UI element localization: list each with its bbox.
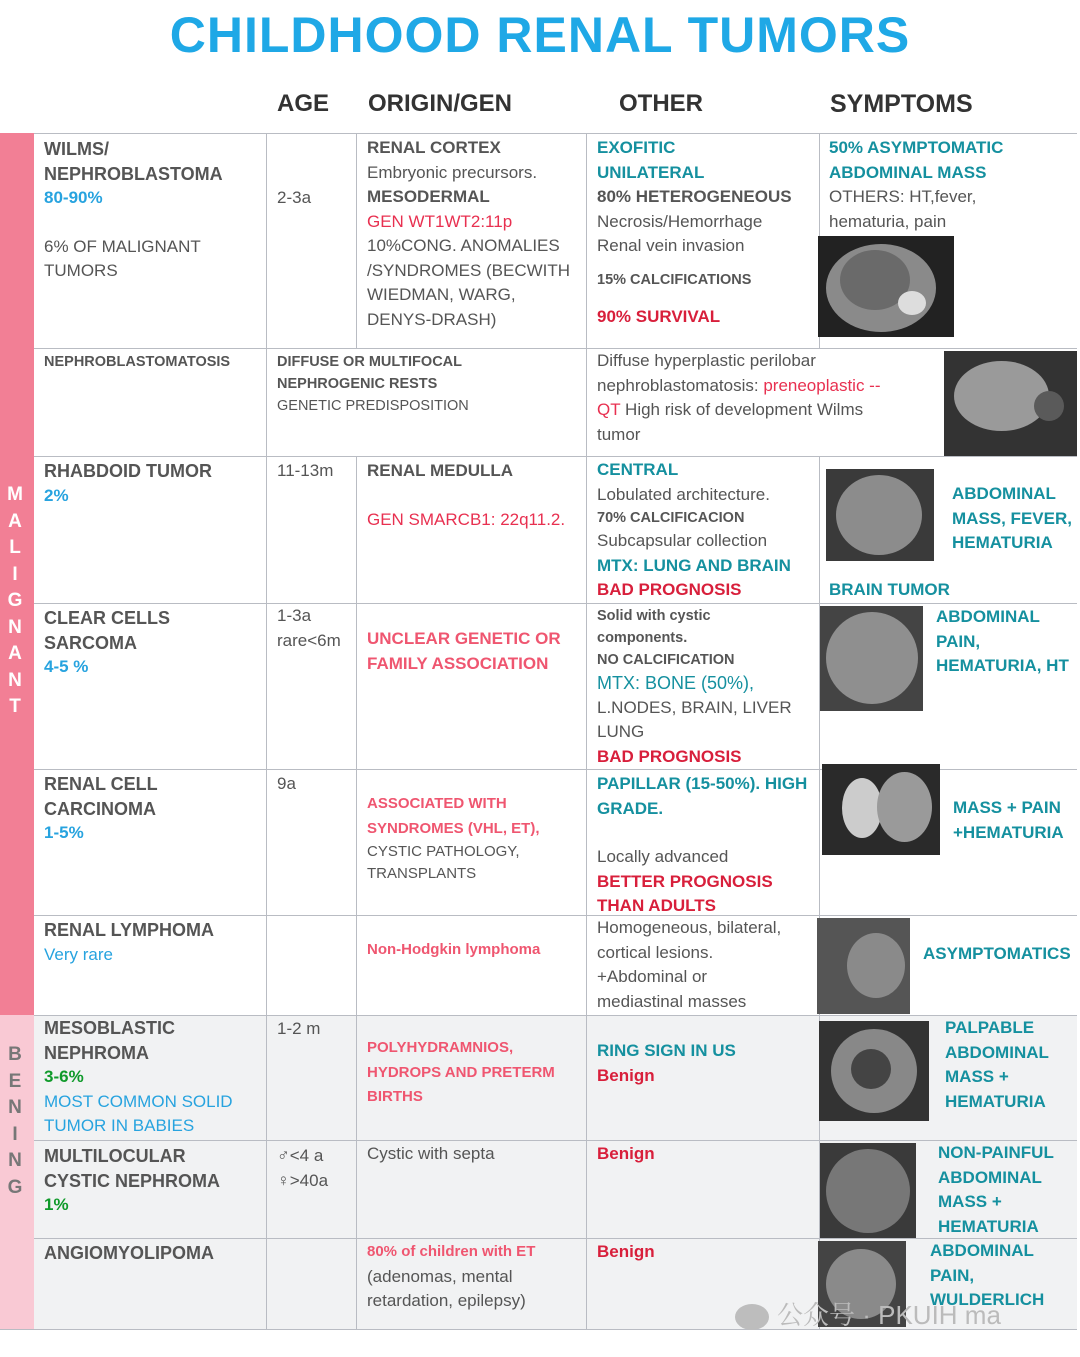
symptoms-cell: ABDOMINAL MASS, FEVER, HEMATURIA — [952, 484, 1072, 552]
other-cell: RING SIGN IN US Benign — [597, 1041, 736, 1085]
tumor-name-cell: CLEAR CELLS SARCOMA 4-5 % — [44, 608, 170, 676]
tumor-name-cell: WILMS/ NEPHROBLASTOMA 80-90% 6% OF MALIGNANT TUMORS — [44, 139, 223, 280]
table-row-clear-cell-sarcoma — [34, 603, 1077, 770]
symptoms-cell: 50% ASYMPTOMATIC ABDOMINAL MASS OTHERS: HT,fever, hematuria, pain — [829, 138, 1004, 231]
table-row-renal-lymphoma — [34, 915, 1077, 1016]
header-other: OTHER — [619, 90, 703, 117]
header-age: AGE — [277, 90, 330, 117]
symptoms-cell: ASYMPTOMATICS — [923, 944, 1071, 963]
ct-scan-image — [820, 1143, 916, 1239]
age-cell: 1-2 m — [277, 1019, 321, 1038]
other-cell: Homogeneous, bilateral, cortical lesions. +Abdominal or mediastinal masses — [597, 918, 782, 1011]
other-cell: CENTRAL Lobulated architecture. 70% CALCIFICACION Subcapsular collection MTX: LUNG AND BRAIN BAD PROGNOSIS — [597, 460, 791, 599]
tumor-name-cell: RENAL LYMPHOMA Very rare — [44, 920, 215, 964]
ct-scan-image — [820, 606, 923, 711]
tumor-name-cell: ANGIOMYOLIPOMA — [44, 1243, 214, 1263]
table-row-multilocular-cystic-nephroma — [34, 1140, 1077, 1239]
tumor-name-cell: NEPHROBLASTOMATOSIS — [44, 354, 231, 370]
other-cell: EXOFITIC UNILATERAL 80% HETEROGENEOUS Necrosis/Hemorrhage Renal vein invasion 15% CALCIFICATIONS 90% SURVIVAL — [597, 138, 792, 326]
ct-scan-image — [826, 469, 934, 561]
table-row-renal-cell-carcinoma — [34, 769, 1077, 916]
table-row-nephroblastomatosis — [34, 348, 1077, 457]
ct-scan-image — [818, 236, 954, 337]
origin-cell: RENAL MEDULLA GEN SMARCB1: 22q11.2. — [367, 461, 566, 529]
ct-scan-image — [944, 351, 1077, 457]
origin-cell: POLYHYDRAMNIOS, HYDROPS AND PRETERM BIRTHS — [367, 1039, 555, 1105]
table-row-rhabdoid — [34, 456, 1077, 604]
benign-group-label: B E N I N G — [7, 1044, 23, 1198]
tumor-name-cell: RHABDOID TUMOR 2% — [44, 461, 212, 505]
tumor-name-cell: MULTILOCULAR CYSTIC NEPHROMA 1% — [44, 1146, 221, 1214]
header-origin: ORIGIN/GEN — [368, 90, 513, 117]
ct-scan-image — [817, 918, 910, 1014]
origin-cell: RENAL CORTEX Embryonic precursors. MESODERMAL GEN WT1WT2:11p 10%CONG. ANOMALIES /SYNDROMES (BECWITH WIEDMAN, WARG, DENYS-DRASH) — [367, 138, 571, 329]
age-cell: 2-3a — [277, 188, 312, 207]
other-cell: Benign — [597, 1242, 655, 1261]
origin-cell: 80% of children with ET (adenomas, mental retardation, epilepsy) — [367, 1243, 536, 1310]
age-cell: 9a — [277, 774, 296, 793]
symptoms-cell: PALPABLE ABDOMINAL MASS + HEMATURIA — [945, 1018, 1049, 1111]
tumor-name-cell: RENAL CELL CARCINOMA 1-5% — [44, 774, 158, 842]
symptoms-cell: ABDOMINAL PAIN, HEMATURIA, HT — [936, 607, 1069, 675]
age-origin-cell: DIFFUSE OR MULTIFOCAL NEPHROGENIC RESTS GENETIC PREDISPOSITION — [277, 354, 469, 414]
symptoms-note: BRAIN TUMOR — [829, 580, 950, 599]
header-symptoms: SYMPTOMS — [830, 90, 973, 118]
symptoms-cell: NON-PAINFUL ABDOMINAL MASS + HEMATURIA — [938, 1143, 1054, 1236]
other-cell: Diffuse hyperplastic perilobar nephroblastomatosis: preneoplastic -- QT High risk of development Wilms tumor — [597, 351, 881, 444]
malignant-group-label: M A L I G N A N T — [7, 484, 23, 717]
origin-cell: UNCLEAR GENETIC OR FAMILY ASSOCIATION — [367, 629, 561, 673]
origin-cell: Cystic with septa — [367, 1144, 495, 1163]
table-row-mesoblastic-nephroma — [34, 1015, 1077, 1141]
age-cell: ♂<4 a ♀>40a — [277, 1146, 329, 1190]
symptoms-cell: MASS + PAIN +HEMATURIA — [953, 798, 1064, 842]
tumor-name-cell: MESOBLASTIC NEPHROMA 3-6% MOST COMMON SOLID TUMOR IN BABIES — [44, 1018, 233, 1135]
age-cell: 1-3a rare<6m — [277, 606, 341, 650]
other-cell: PAPILLAR (15-50%). HIGH GRADE. Locally advanced BETTER PROGNOSIS THAN ADULTS — [597, 774, 808, 915]
origin-cell: ASSOCIATED WITH SYNDROMES (VHL, ET), CYSTIC PATHOLOGY, TRANSPLANTS — [367, 795, 540, 882]
ct-scan-image — [819, 1021, 929, 1121]
wechat-icon — [735, 1304, 769, 1330]
other-cell: Solid with cystic components. NO CALCIFICATION MTX: BONE (50%), L.NODES, BRAIN, LIVER LUNG BAD PROGNOSIS — [597, 608, 792, 766]
age-cell: 11-13m — [277, 461, 334, 480]
origin-cell: Non-Hodgkin lymphoma — [367, 941, 541, 958]
ct-scan-image — [822, 764, 940, 855]
watermark: 公众号 · PKUIH ma — [735, 1295, 1001, 1332]
symptoms-cell: ABDOMINAL PAIN, WULDERLICH — [930, 1241, 1045, 1309]
page-title: CHILDHOOD RENAL TUMORS — [169, 7, 911, 63]
table-row-wilms — [34, 133, 1077, 349]
other-cell: Benign — [597, 1144, 655, 1163]
